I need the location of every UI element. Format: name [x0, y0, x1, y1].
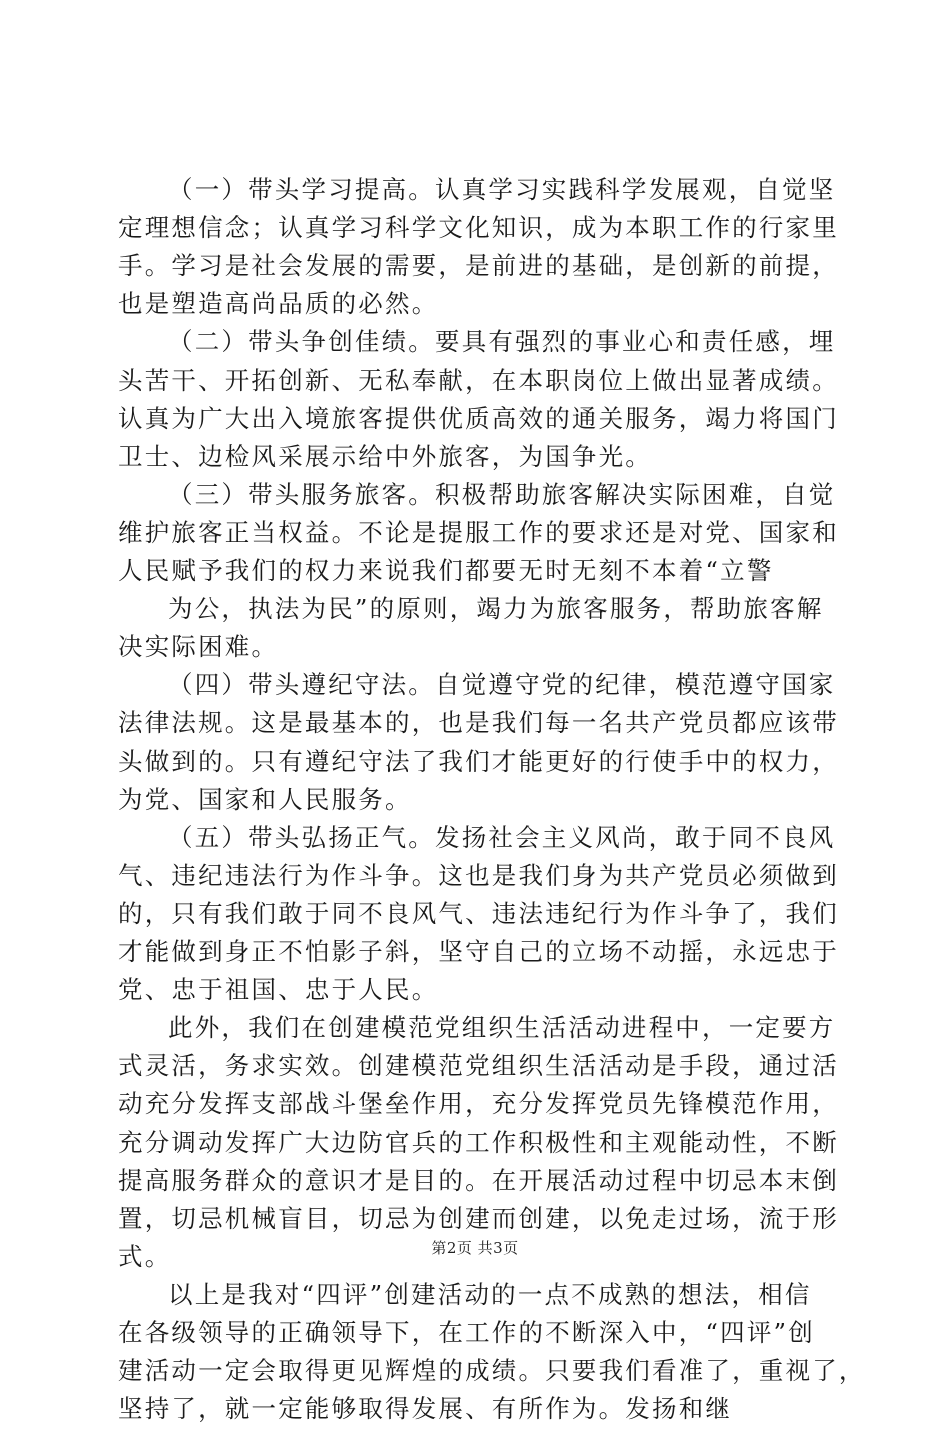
- text-line: （一）带头学习提高。认真学习实践科学发展观，自觉坚: [168, 175, 836, 204]
- text-line: 决实际困难。: [118, 632, 279, 662]
- text-line: 式灵活，务求实效。创建模范党组织生活活动是手段，通过活: [118, 1051, 839, 1081]
- text-line: 提高服务群众的意识才是目的。在开展活动过程中切忌本末倒: [118, 1165, 839, 1195]
- text-line: 认真为广大出入境旅客提供优质高效的通关服务，竭力将国门: [118, 403, 839, 433]
- text-line: 置，切忌机械盲目，切忌为创建而创建，以免走过场，流于形: [118, 1203, 839, 1233]
- text-line: （五）带头弘扬正气。发扬社会主义风尚，敢于同不良风: [168, 822, 836, 852]
- text-line: 的，只有我们敢于同不良风气、违法违纪行为作斗争了，我们: [118, 898, 839, 928]
- text-line: 以上是我对“四评”创建活动的一点不成熟的想法，相信: [168, 1279, 812, 1309]
- text-line: 党、忠于祖国、忠于人民。: [118, 975, 439, 1005]
- text-line: （三）带头服务旅客。积极帮助旅客解决实际困难，自觉: [168, 479, 836, 509]
- text-line: 坚持了，就一定能够取得发展、有所作为。发扬和继: [118, 1394, 733, 1424]
- text-line: 法律法规。这是最基本的，也是我们每一名共产党员都应该带: [118, 708, 839, 738]
- text-line: 人民赋予我们的权力来说我们都要无时无刻不本着“立警: [118, 556, 774, 585]
- page-number: 第2页 共3页: [431, 1239, 519, 1257]
- text-line: 定理想信念；认真学习科学文化知识，成为本职工作的行家里: [118, 213, 839, 243]
- text-line: 才能做到身正不怕影子斜，坚守自己的立场不动摇，永远忠于: [118, 937, 839, 966]
- text-line: 也是塑造高尚品质的必然。: [118, 289, 439, 319]
- text-line: 维护旅客正当权益。不论是提服工作的要求还是对党、国家和: [118, 517, 839, 547]
- text-line: 此外，我们在创建模范党组织生活活动进程中，一定要方: [168, 1013, 836, 1043]
- text-line: （二）带头争创佳绩。要具有强烈的事业心和责任感，埋: [168, 327, 836, 357]
- text-line: 气、违纪违法行为作斗争。这也是我们身为共产党员必须做到: [118, 860, 839, 890]
- text-line: 头苦干、开拓创新、无私奉献，在本职岗位上做出显著成绩。: [118, 365, 839, 395]
- text-line: 动充分发挥支部战斗堡垒作用，充分发挥党员先锋模范作用，: [118, 1089, 839, 1119]
- text-line: 式。: [118, 1241, 172, 1271]
- text-line: 充分调动发挥广大边防官兵的工作积极性和主观能动性，不断: [118, 1127, 839, 1157]
- text-line: （四）带头遵纪守法。自觉遵守党的纪律，模范遵守国家: [168, 670, 836, 700]
- text-line: 在各级领导的正确领导下，在工作的不断深入中，“四评”创: [118, 1318, 815, 1347]
- text-line: 为公，执法为民”的原则，竭力为旅客服务，帮助旅客解: [168, 594, 824, 624]
- text-line: 头做到的。只有遵纪守法了我们才能更好的行使手中的权力，: [118, 746, 839, 776]
- text-line: 卫士、边检风采展示给中外旅客，为国争光。: [118, 441, 652, 471]
- text-line: 手。学习是社会发展的需要，是前进的基础，是创新的前提，: [118, 251, 839, 281]
- text-line: 建活动一定会取得更见辉煌的成绩。只要我们看准了，重视了，: [118, 1356, 866, 1386]
- text-line: 为党、国家和人民服务。: [118, 784, 412, 814]
